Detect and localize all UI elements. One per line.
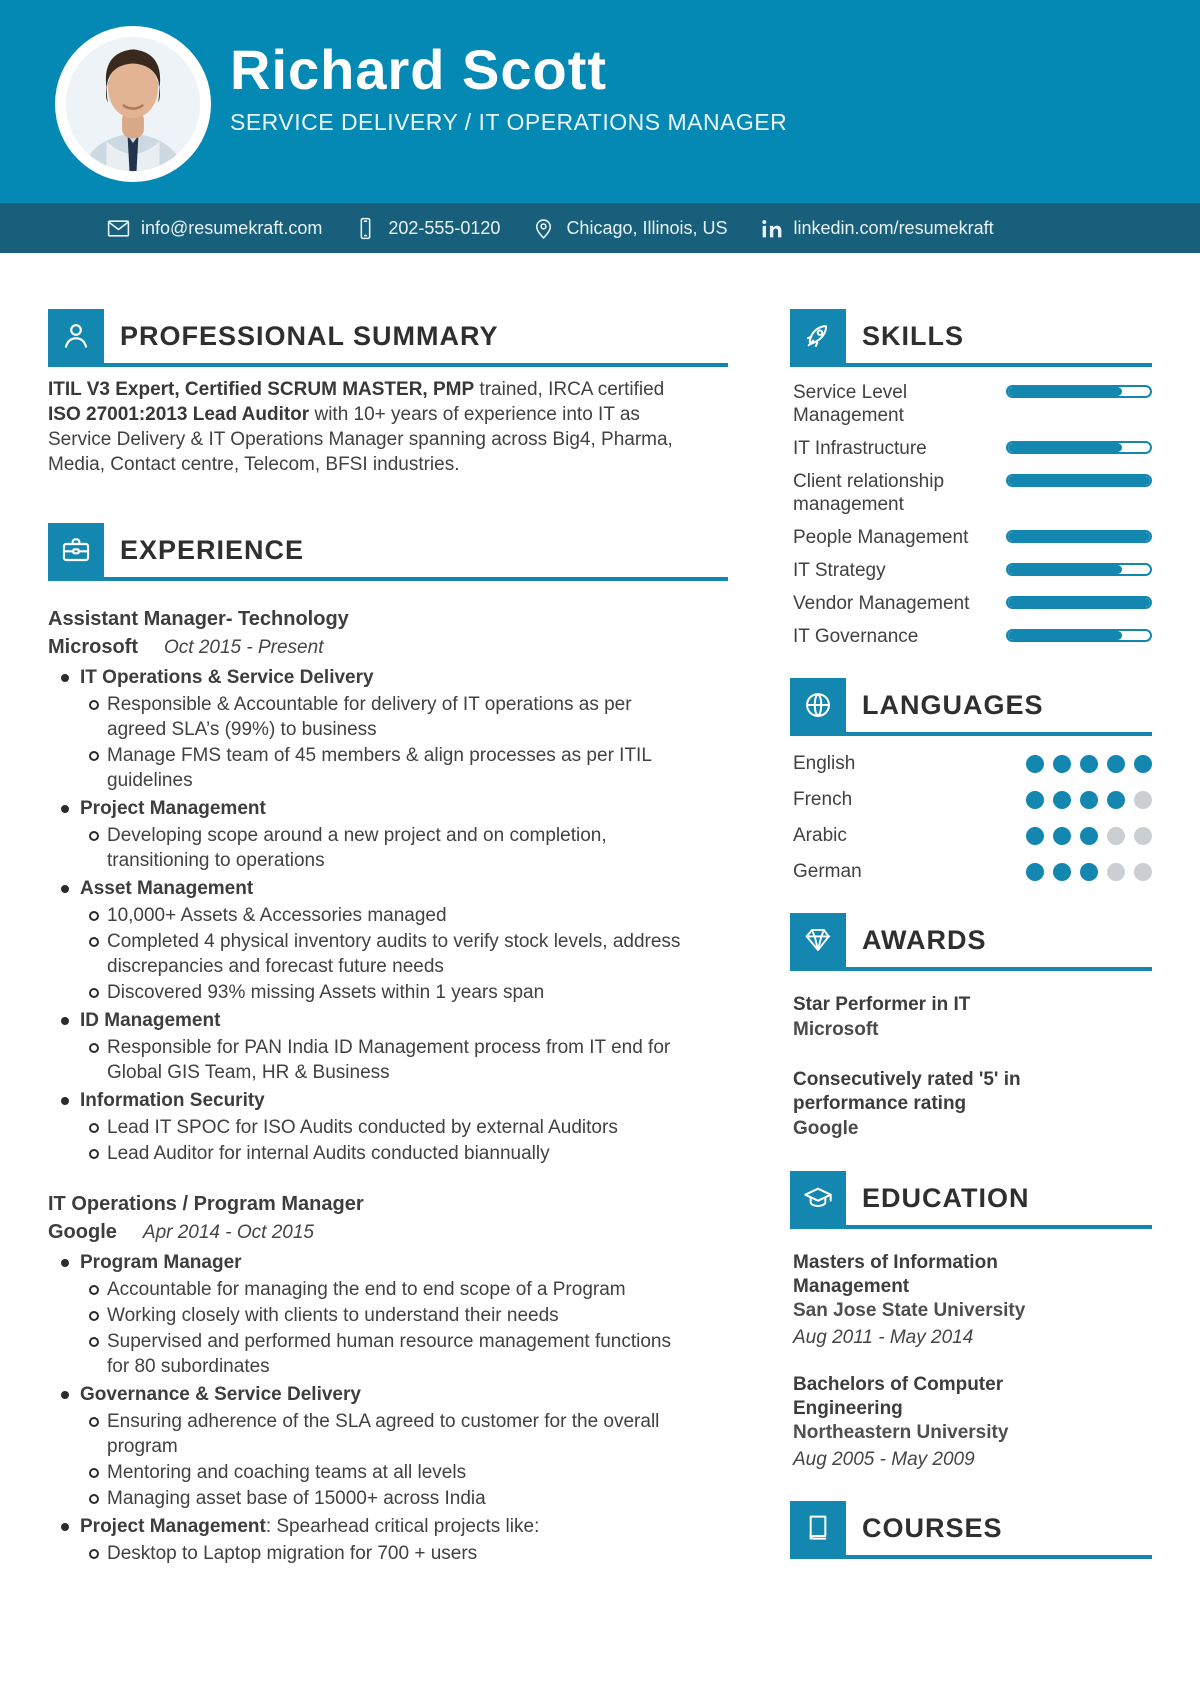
avatar — [55, 26, 211, 182]
award-title: Star Performer in IT — [793, 994, 971, 1015]
experience-bullet — [48, 1460, 698, 1485]
level-dot-filled — [1026, 755, 1044, 773]
skill-bar-fill — [1008, 598, 1150, 607]
language-name: French — [793, 789, 853, 810]
section-title: EXPERIENCE — [120, 535, 305, 565]
experience-group-label — [48, 875, 728, 902]
experience-group-label-bold: Information Security — [80, 1090, 265, 1111]
level-dot-filled — [1080, 791, 1098, 809]
skill-bar-fill — [1008, 443, 1122, 452]
level-dot-filled — [1026, 863, 1044, 881]
education-dates: Aug 2005 - May 2009 — [793, 1449, 975, 1470]
experience-bullet — [48, 903, 698, 928]
education-degree: Masters of Information Management — [793, 1252, 998, 1297]
jobs-list — [48, 606, 728, 1566]
section-heading-professional-summary — [48, 309, 728, 367]
experience-group-label-bold: ID Management — [80, 1010, 221, 1031]
summary-segment: with 10+ years of experience into IT as Service Delivery & IT Operations Manager spanning across Big4, Pharma, Media, Contact centre, Telecom, BFSI industries. — [48, 404, 673, 475]
section-heading-education — [790, 1171, 1152, 1229]
experience-bullet-text: Supervised and performed human resource management functions for 80 subordinates — [107, 1331, 671, 1377]
experience-bullet-text: Accountable for managing the end to end scope of a Program — [107, 1279, 626, 1300]
experience-bullet-text: Mentoring and coaching teams at all levels — [107, 1462, 467, 1483]
skill-row — [793, 592, 1152, 615]
award-entry — [793, 993, 1055, 1042]
skills-section — [790, 309, 1152, 648]
company-name: Google — [48, 1221, 117, 1243]
experience-bullet-text: Responsible & Accountable for delivery of IT operations as per agreed SLA’s (99%) to business — [107, 694, 632, 740]
experience-group-label — [48, 1381, 728, 1408]
section-title: AWARDS — [862, 925, 987, 955]
level-dot-filled — [1026, 791, 1044, 809]
skill-name: Vendor Management — [793, 593, 970, 614]
contact-phone-text: 202-555-0120 — [388, 217, 501, 238]
level-dot-empty — [1134, 863, 1152, 881]
experience-group-label-bold: IT Operations & Service Delivery — [80, 667, 374, 688]
experience-bullet-text: Lead Auditor for internal Audits conducted biannually — [107, 1143, 550, 1164]
section-title: COURSES — [862, 1513, 1003, 1543]
email-icon — [106, 216, 131, 241]
skill-bar — [1006, 385, 1152, 398]
section-title: EDUCATION — [862, 1183, 1030, 1213]
level-dot-filled — [1053, 863, 1071, 881]
experience-group — [48, 1249, 728, 1379]
level-dot-filled — [1053, 827, 1071, 845]
experience-bullet — [48, 1141, 698, 1166]
skill-bar — [1006, 530, 1152, 543]
job-entry — [48, 1191, 728, 1566]
skill-bar — [1006, 629, 1152, 642]
experience-bullet-text: Discovered 93% missing Assets within 1 years span — [107, 982, 545, 1003]
experience-group-label — [48, 1007, 728, 1034]
job-title: IT Operations / Program Manager — [48, 1193, 364, 1215]
language-name: Arabic — [793, 825, 847, 846]
briefcase-icon — [48, 523, 104, 577]
experience-bullet-text: Managing asset base of 15000+ across India — [107, 1488, 486, 1509]
job-dates: Oct 2015 - Present — [164, 637, 324, 658]
languages-list — [790, 753, 1152, 883]
experience-group — [48, 795, 728, 873]
contact-linkedin-text: linkedin.com/resumekraft — [793, 217, 994, 238]
contact-location-text: Chicago, Illinois, US — [566, 217, 728, 238]
level-dot-filled — [1134, 755, 1152, 773]
level-dot-empty — [1107, 863, 1125, 881]
language-name: English — [793, 753, 856, 774]
experience-group-label — [48, 1513, 728, 1540]
graduation-cap-icon — [790, 1171, 846, 1225]
awards-list — [790, 993, 1152, 1141]
language-level-dots — [1026, 827, 1152, 845]
skill-name: Service Level Management — [793, 382, 908, 426]
job-meta — [48, 634, 728, 662]
skill-name: IT Strategy — [793, 560, 886, 581]
person-job-title: SERVICE DELIVERY / IT OPERATIONS MANAGER — [230, 109, 788, 135]
contact-email[interactable] — [106, 216, 322, 241]
experience-group — [48, 1513, 728, 1566]
contact-linkedin[interactable] — [759, 216, 994, 241]
linkedin-icon — [759, 216, 784, 241]
courses-section — [790, 1501, 1152, 1559]
education-degree: Bachelors of Computer Engineering — [793, 1374, 1004, 1419]
experience-bullet — [48, 1303, 698, 1328]
education-dates: Aug 2011 - May 2014 — [793, 1327, 974, 1348]
experience-bullet-text: Manage FMS team of 45 members & align processes as per ITIL guidelines — [107, 745, 652, 791]
experience-group — [48, 664, 728, 793]
left-column — [48, 309, 728, 1566]
experience-bullet-text: Developing scope around a new project and on completion, transitioning to operations — [107, 825, 607, 871]
phone-icon — [353, 216, 378, 241]
experience-group-label-bold: Project Management — [80, 798, 266, 819]
section-heading-awards — [790, 913, 1152, 971]
skill-bar — [1006, 441, 1152, 454]
skill-bar — [1006, 596, 1152, 609]
award-title: Consecutively rated '5' in performance rating — [793, 1069, 1021, 1114]
award-organization: Google — [793, 1118, 859, 1139]
experience-group-label-bold: Governance & Service Delivery — [80, 1384, 361, 1405]
experience-group — [48, 1007, 728, 1085]
language-row — [793, 825, 1152, 847]
skill-name: Client relationship management — [793, 471, 945, 515]
skill-name: IT Infrastructure — [793, 438, 927, 459]
experience-group — [48, 1087, 728, 1166]
user-icon — [48, 309, 104, 363]
rocket-icon — [790, 309, 846, 363]
experience-bullet — [48, 823, 698, 873]
level-dot-filled — [1080, 755, 1098, 773]
experience-bullet-text: Lead IT SPOC for ISO Audits conducted by external Auditors — [107, 1117, 618, 1138]
education-entry — [793, 1251, 1057, 1349]
section-title: PROFESSIONAL SUMMARY — [120, 321, 499, 351]
experience-group-label — [48, 795, 728, 822]
experience-bullet — [48, 1277, 698, 1302]
experience-bullet — [48, 1035, 698, 1085]
level-dot-filled — [1026, 827, 1044, 845]
skill-bar-fill — [1008, 476, 1150, 485]
skill-bar-fill — [1008, 565, 1122, 574]
summary-segment: trained, IRCA certified — [474, 379, 665, 400]
experience-bullet — [48, 1329, 698, 1379]
book-icon — [790, 1501, 846, 1555]
experience-bullet-text: Completed 4 physical inventory audits to verify stock levels, address discrepancies and forecast future needs — [107, 931, 681, 977]
contact-bar — [0, 203, 1200, 253]
job-entry — [48, 606, 728, 1166]
avatar-photo — [55, 26, 211, 182]
level-dot-filled — [1053, 791, 1071, 809]
award-organization: Microsoft — [793, 1019, 879, 1040]
experience-bullet-text: 10,000+ Assets & Accessories managed — [107, 905, 447, 926]
skill-row — [793, 559, 1152, 582]
summary-bold-segment: ISO 27001:2013 Lead Auditor — [48, 404, 310, 425]
experience-group-label-suffix: : Spearhead critical projects like: — [265, 1516, 540, 1537]
summary-text — [48, 377, 693, 477]
skill-row — [793, 526, 1152, 549]
experience-bullet — [48, 743, 698, 793]
experience-bullet-text: Responsible for PAN India ID Management process from IT end for Global GIS Team, HR & Business — [107, 1037, 671, 1083]
main-content — [0, 309, 1200, 1566]
contact-email-text: info@resumekraft.com — [141, 217, 323, 238]
section-heading-experience — [48, 523, 728, 581]
section-heading-skills — [790, 309, 1152, 367]
level-dot-empty — [1134, 827, 1152, 845]
education-entry — [793, 1373, 1057, 1471]
level-dot-filled — [1053, 755, 1071, 773]
location-pin-icon — [531, 216, 556, 241]
experience-section — [48, 523, 728, 1566]
language-row — [793, 861, 1152, 883]
language-level-dots — [1026, 755, 1152, 773]
experience-bullet — [48, 1115, 698, 1140]
level-dot-filled — [1080, 827, 1098, 845]
experience-bullet — [48, 1409, 698, 1459]
education-school: Northeastern University — [793, 1422, 1009, 1443]
experience-bullet — [48, 1541, 698, 1566]
experience-bullet — [48, 929, 698, 979]
contact-location — [531, 216, 727, 241]
skill-bar — [1006, 563, 1152, 576]
education-list — [790, 1251, 1152, 1471]
section-heading-courses — [790, 1501, 1152, 1559]
experience-group-label — [48, 1249, 728, 1276]
experience-bullet — [48, 692, 698, 742]
section-heading-languages — [790, 678, 1152, 736]
language-name: German — [793, 861, 862, 882]
skill-row — [793, 381, 1152, 427]
contact-phone — [353, 216, 500, 241]
level-dot-filled — [1107, 755, 1125, 773]
job-meta — [48, 1219, 728, 1247]
level-dot-empty — [1134, 791, 1152, 809]
level-dot-filled — [1080, 863, 1098, 881]
experience-group — [48, 875, 728, 1005]
experience-group — [48, 1381, 728, 1511]
level-dot-filled — [1107, 791, 1125, 809]
languages-section — [790, 678, 1152, 883]
experience-group-label-bold: Asset Management — [80, 878, 254, 899]
diamond-icon — [790, 913, 846, 967]
experience-group-label-bold: Program Manager — [80, 1252, 242, 1273]
awards-section — [790, 913, 1152, 1141]
language-level-dots — [1026, 863, 1152, 881]
section-title: SKILLS — [862, 321, 965, 351]
experience-group-label-bold: Project Management — [80, 1516, 266, 1537]
right-column — [790, 309, 1152, 1566]
skill-bar-fill — [1008, 532, 1150, 541]
header — [0, 0, 1200, 203]
experience-group-label — [48, 664, 728, 691]
skill-bar — [1006, 474, 1152, 487]
summary-bold-segment: ITIL V3 Expert, Certified SCRUM MASTER, PMP — [48, 379, 475, 400]
experience-bullet — [48, 1486, 698, 1511]
skill-name: IT Governance — [793, 626, 919, 647]
experience-bullet-text: Working closely with clients to understand their needs — [107, 1305, 559, 1326]
job-dates: Apr 2014 - Oct 2015 — [142, 1222, 314, 1243]
level-dot-empty — [1107, 827, 1125, 845]
language-level-dots — [1026, 791, 1152, 809]
award-entry — [793, 1068, 1055, 1141]
globe-icon — [790, 678, 846, 732]
skill-bar-fill — [1008, 631, 1122, 640]
skill-name: People Management — [793, 527, 969, 548]
skill-bar-fill — [1008, 387, 1122, 396]
education-section — [790, 1171, 1152, 1471]
language-row — [793, 789, 1152, 811]
education-school: San Jose State University — [793, 1300, 1026, 1321]
experience-bullet — [48, 980, 698, 1005]
experience-bullet-text: Ensuring adherence of the SLA agreed to customer for the overall program — [107, 1411, 660, 1457]
person-name: Richard Scott — [230, 38, 608, 101]
company-name: Microsoft — [48, 636, 138, 658]
job-title: Assistant Manager- Technology — [48, 608, 349, 630]
skills-list — [790, 381, 1152, 648]
experience-bullet-text: Desktop to Laptop migration for 700 + users — [107, 1543, 478, 1564]
header-text — [230, 40, 787, 136]
skill-row — [793, 625, 1152, 648]
skill-row — [793, 470, 1152, 516]
skill-row — [793, 437, 1152, 460]
language-row — [793, 753, 1152, 775]
section-title: LANGUAGES — [862, 690, 1044, 720]
experience-group-label — [48, 1087, 728, 1114]
